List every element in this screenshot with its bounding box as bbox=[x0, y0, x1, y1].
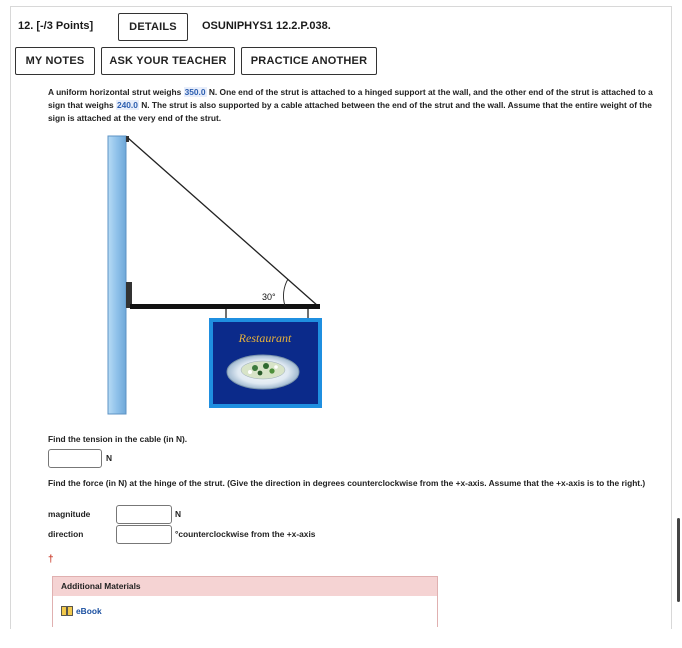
question-number: 12. [-/3 Points] bbox=[18, 20, 94, 32]
strut bbox=[130, 304, 320, 309]
angle-arc bbox=[283, 279, 288, 306]
ask-teacher-button[interactable]: ASK YOUR TEACHER bbox=[101, 47, 235, 75]
sign-weight-value: 240.0 bbox=[116, 100, 138, 110]
strut-sign-figure bbox=[100, 132, 330, 422]
additional-materials-panel bbox=[52, 576, 438, 627]
direction-unit: °counterclockwise from the +x-axis bbox=[175, 529, 316, 539]
wall bbox=[108, 136, 126, 414]
cable bbox=[128, 138, 318, 306]
my-notes-button[interactable]: MY NOTES bbox=[15, 47, 95, 75]
tension-unit: N bbox=[106, 453, 113, 463]
hinge-force-question: Find the force (in N) at the hinge of the strut. (Give the direction in degrees counterclockwise from the +x-axis. Assume that the +x-axis is to the right.) bbox=[48, 478, 646, 488]
angle-label: 30° bbox=[262, 292, 276, 302]
magnitude-input[interactable] bbox=[116, 505, 172, 524]
details-button[interactable]: DETAILS bbox=[118, 13, 188, 41]
strut-weight-value: 350.0 bbox=[184, 87, 206, 97]
magnitude-unit: N bbox=[175, 509, 182, 519]
tension-input[interactable] bbox=[48, 449, 102, 468]
sign-text: Restaurant bbox=[238, 331, 292, 345]
book-icon bbox=[61, 606, 73, 616]
additional-materials-header: Additional Materials bbox=[53, 577, 437, 596]
question-id: OSUNIPHYS1 12.2.P.038. bbox=[202, 20, 331, 32]
ebook-link[interactable] bbox=[61, 606, 102, 616]
tension-question: Find the tension in the cable (in N). bbox=[48, 434, 188, 444]
direction-input[interactable] bbox=[116, 525, 172, 544]
scrollbar[interactable] bbox=[677, 518, 680, 602]
ebook-label: eBook bbox=[76, 606, 102, 616]
direction-label: direction bbox=[48, 529, 84, 539]
problem-statement: A uniform horizontal strut weighs 350.0 N. One end of the strut is attached to a hinged support at the wall, and the other end of the strut is attached to a sign that weighs 240.0 N. The strut is also supported by a cable attached between the end of the strut and the wall. Assume that the entire weight of the sign is attached at the very end of the strut. bbox=[48, 87, 653, 123]
magnitude-label: magnitude bbox=[48, 509, 91, 519]
footnote-mark: † bbox=[48, 554, 54, 565]
practice-another-button[interactable]: PRACTICE ANOTHER bbox=[241, 47, 377, 75]
